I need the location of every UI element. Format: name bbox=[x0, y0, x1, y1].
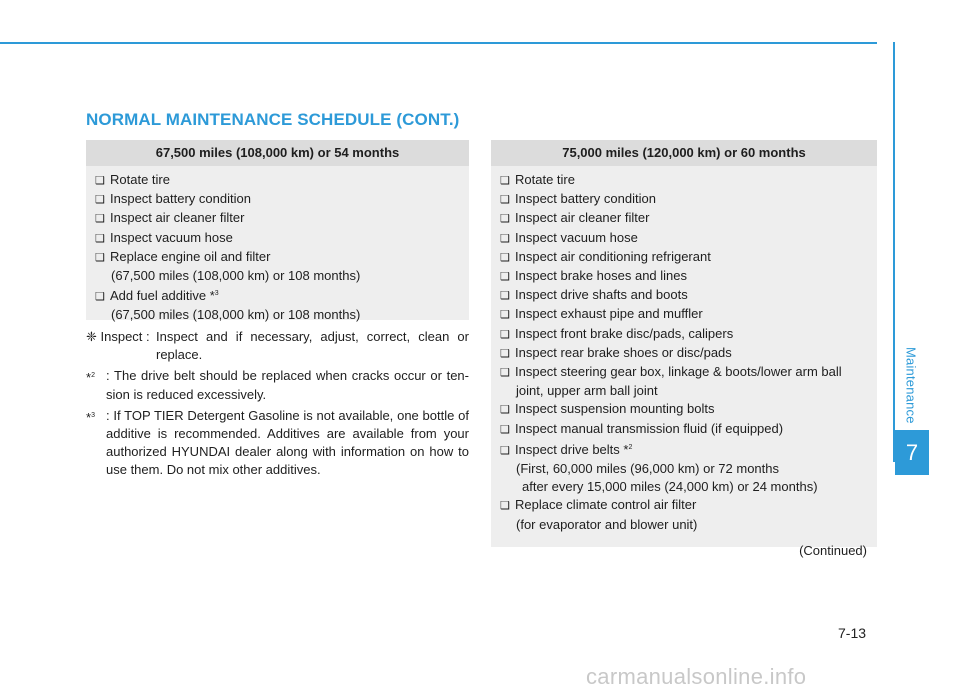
schedule-items bbox=[86, 166, 469, 325]
schedule-header: 67,500 miles (108,000 km) or 54 months bbox=[86, 140, 469, 166]
list-item: ❑ Inspect rear brake shoes or disc/pads bbox=[500, 344, 867, 363]
checkbox-icon: ❑ bbox=[95, 232, 105, 245]
top-rule bbox=[0, 42, 877, 44]
note-inspect-text: Inspect and if necessary, adjust, correct, clean or replace. bbox=[156, 329, 469, 363]
list-item: ❑ Inspect steering gear box, linkage & boots/lower arm ball bbox=[500, 363, 867, 382]
list-item-detail: (First, 60,000 miles (96,000 km) or 72 months bbox=[516, 461, 779, 477]
checkbox-icon: ❑ bbox=[500, 423, 510, 436]
list-item: ❑ Rotate tire bbox=[500, 171, 867, 190]
list-item: ❑ Inspect air cleaner filter bbox=[95, 209, 459, 228]
list-item: ❑ Add fuel additive *$^3$ bbox=[95, 285, 459, 306]
checkbox-icon: ❑ bbox=[500, 309, 510, 322]
chapter-tab: 7 bbox=[895, 430, 929, 475]
list-item: ❑ Inspect manual transmission fluid (if equipped) bbox=[500, 420, 867, 439]
schedule-header: 75,000 miles (120,000 km) or 60 months bbox=[491, 140, 877, 166]
checkbox-icon: ❑ bbox=[95, 251, 105, 264]
continued-label: (Continued) bbox=[799, 542, 867, 558]
list-item: ❑ Inspect vacuum hose bbox=[95, 229, 459, 248]
side-rule bbox=[893, 42, 895, 462]
section-side-label: Maintenance bbox=[903, 346, 919, 424]
list-item: ❑ Replace climate control air filter bbox=[500, 496, 867, 515]
list-item-detail: (67,500 miles (108,000 km) or 108 months) bbox=[111, 268, 361, 284]
list-item: ❑ Inspect brake hoses and lines bbox=[500, 267, 867, 286]
checkbox-icon: ❑ bbox=[95, 175, 105, 187]
list-item: ❑ Inspect drive belts *$^2$ bbox=[500, 439, 867, 460]
page-number: 7-13 bbox=[838, 625, 867, 641]
list-item-detail: (67,500 miles (108,000 km) or 108 months) bbox=[111, 307, 361, 323]
checkbox-icon: ❑ bbox=[95, 291, 105, 304]
footnote-ref: 2 bbox=[628, 443, 633, 451]
list-item: ❑ Inspect suspension mounting bolts bbox=[500, 400, 867, 419]
checkbox-icon: ❑ bbox=[500, 347, 510, 360]
list-item: ❑ Inspect air conditioning refrigerant bbox=[500, 248, 867, 267]
checkbox-icon: ❑ bbox=[500, 328, 510, 341]
note-3 bbox=[86, 407, 469, 480]
checkbox-icon: ❑ bbox=[500, 213, 510, 226]
note-2 bbox=[86, 367, 469, 403]
footnote-ref: 3 bbox=[214, 290, 219, 298]
checkbox-icon: ❑ bbox=[95, 213, 105, 226]
list-item: ❑ Inspect front brake disc/pads, calipers bbox=[500, 325, 867, 344]
checkbox-icon: ❑ bbox=[500, 367, 510, 380]
schedule-box-75000 bbox=[491, 140, 877, 558]
note-2-mark: *$^2$ bbox=[86, 370, 95, 386]
schedule-box-67500 bbox=[86, 140, 469, 323]
note-inspect bbox=[86, 328, 469, 364]
list-item: ❑ Inspect battery condition bbox=[95, 190, 459, 209]
note-2-text: : The drive belt should be replaced when cracks occur or ten-sion is reduced excessively. bbox=[106, 368, 469, 402]
list-item: ❑ Inspect vacuum hose bbox=[500, 229, 867, 248]
checkbox-icon: ❑ bbox=[500, 290, 510, 303]
list-item-detail: (for evaporator and blower unit) bbox=[516, 516, 698, 532]
schedule-items bbox=[491, 166, 877, 560]
note-3-text: : If TOP TIER Detergent Gasoline is not available, one bottle of additive is recommended. Additives are available from your authorized HYUNDAI dealer along with information on how to use them. Do not mix other additives. bbox=[106, 407, 469, 478]
list-item-detail: joint, upper arm ball joint bbox=[516, 383, 658, 399]
checkbox-icon: ❑ bbox=[500, 251, 510, 264]
list-item: ❑ Inspect exhaust pipe and muffler bbox=[500, 305, 867, 324]
list-item-detail: after every 15,000 miles (24,000 km) or 24 months) bbox=[522, 479, 818, 495]
footnotes bbox=[86, 328, 469, 483]
note-inspect-mark: ❈ Inspect : bbox=[86, 329, 150, 344]
checkbox-icon: ❑ bbox=[500, 500, 510, 513]
checkbox-icon: ❑ bbox=[95, 194, 105, 207]
list-item: ❑ Inspect drive shafts and boots bbox=[500, 286, 867, 305]
watermark: carmanualsonline.info bbox=[586, 664, 807, 689]
checkbox-icon: ❑ bbox=[500, 232, 510, 245]
checkbox-icon: ❑ bbox=[500, 194, 510, 207]
checkbox-icon: ❑ bbox=[500, 444, 510, 457]
checkbox-icon: ❑ bbox=[500, 404, 510, 417]
list-item: ❑ Inspect battery condition bbox=[500, 190, 867, 209]
note-3-mark: *$^3$ bbox=[86, 409, 95, 425]
list-item: ❑ Inspect air cleaner filter bbox=[500, 209, 867, 228]
list-item: ❑ Replace engine oil and filter bbox=[95, 248, 459, 267]
page-title: NORMAL MAINTENANCE SCHEDULE (CONT.) bbox=[86, 110, 460, 129]
checkbox-icon: ❑ bbox=[500, 175, 510, 187]
checkbox-icon: ❑ bbox=[500, 271, 510, 284]
list-item: ❑ Rotate tire bbox=[95, 171, 459, 190]
